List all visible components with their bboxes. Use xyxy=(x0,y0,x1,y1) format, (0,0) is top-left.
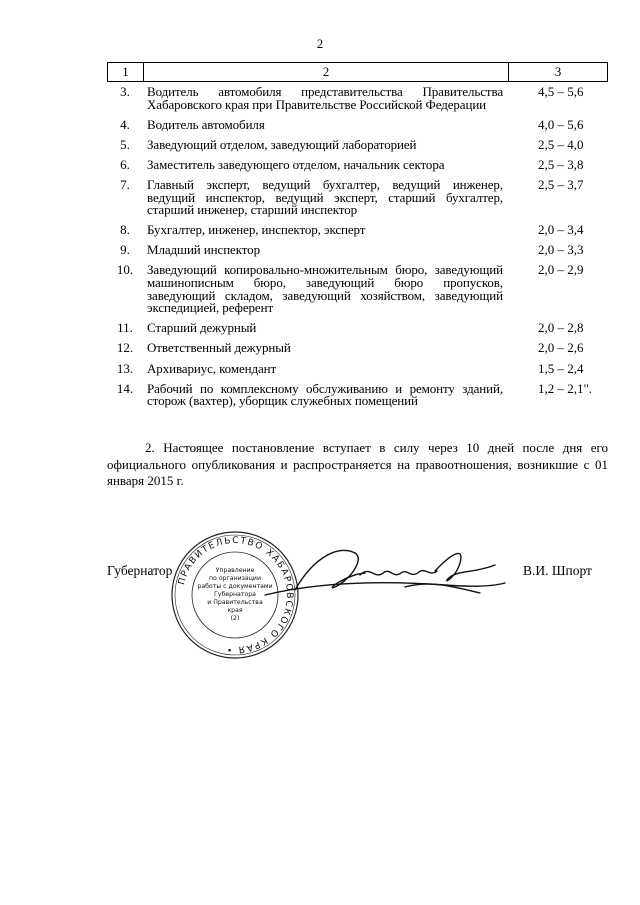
row-number: 5. xyxy=(120,136,130,152)
svg-text:работы с документами: работы с документами xyxy=(197,583,273,590)
table-header xyxy=(107,62,608,82)
svg-text:(2): (2) xyxy=(230,615,240,622)
table-row xyxy=(107,176,608,218)
row-number: 10. xyxy=(116,262,134,278)
row-number: 14. xyxy=(116,380,134,396)
signatory-name: В.И. Шпорт xyxy=(523,563,592,578)
table-row xyxy=(107,244,608,257)
svg-text:ПРАВИТЕЛЬСТВО ХАБАРОВСКОГО КРА: ПРАВИТЕЛЬСТВО ХАБАРОВСКОГО КРАЯ • xyxy=(176,535,295,655)
row-position: Водитель автомобиля xyxy=(147,116,265,132)
page-number: 2 xyxy=(316,36,324,51)
row-number: 3. xyxy=(120,84,130,99)
row-range: 2,5 – 3,7 xyxy=(538,176,584,192)
signatory-title: Губернатор xyxy=(107,563,173,578)
row-range: 1,5 – 2,4 xyxy=(538,360,584,376)
table-row xyxy=(107,322,608,335)
table-row xyxy=(107,224,608,237)
row-position: Заведующий отделом, заведующий лабораторией xyxy=(147,136,417,152)
row-number: 4. xyxy=(120,116,130,132)
row-range: 2,5 – 3,8 xyxy=(538,156,584,172)
row-position: Рабочий по комплексному обслуживанию и ремонту зданий, сторож (вахтер), уборщик служебных помещений xyxy=(147,380,503,409)
row-position: Заместитель заведующего отделом, начальник сектора xyxy=(147,156,445,172)
svg-text:по организации: по организации xyxy=(209,575,261,582)
row-range: 4,0 – 5,6 xyxy=(538,116,584,132)
row-range: 2,0 – 2,9 xyxy=(538,262,584,278)
table-row xyxy=(107,360,608,376)
effective-date-paragraph: 2. Настоящее постановление вступает в силу через 10 дней после дня его официального опубликования и распространяется на правоотношения, возникшие с 01 января 2015 г. xyxy=(107,440,608,488)
table-row xyxy=(107,116,608,132)
table-row xyxy=(107,342,608,355)
row-number: 7. xyxy=(120,176,130,192)
row-number: 12. xyxy=(116,340,134,356)
row-number: 8. xyxy=(120,222,130,238)
svg-text:и Правительства: и Правительства xyxy=(207,599,263,606)
svg-text:Управление: Управление xyxy=(215,567,255,574)
row-position: Старший дежурный xyxy=(147,320,257,336)
table-row xyxy=(107,156,608,172)
svg-text:Губернатора: Губернатора xyxy=(214,591,256,598)
table-row xyxy=(107,380,608,409)
row-number: 11. xyxy=(117,320,133,336)
row-position: Бухгалтер, инженер, инспектор, эксперт xyxy=(147,222,366,238)
handwritten-signature xyxy=(255,535,515,610)
header-col-1: 1 xyxy=(108,63,144,81)
table-body xyxy=(107,86,608,415)
table-row xyxy=(107,264,608,314)
row-range: 4,5 – 5,6 xyxy=(538,84,584,99)
row-number: 6. xyxy=(120,156,130,172)
row-position: Архивариус, комендант xyxy=(147,360,277,376)
row-range: 2,5 – 4,0 xyxy=(538,136,584,152)
row-position: Водитель автомобиля представительства Правительства Хабаровского края при Правительстве Российской Федерации xyxy=(147,84,503,112)
row-range: 2,0 – 3,3 xyxy=(538,242,584,258)
row-position: Ответственный дежурный xyxy=(147,340,291,356)
row-number: 9. xyxy=(120,242,130,258)
table-row xyxy=(107,136,608,152)
row-position: Главный эксперт, ведущий бухгалтер, ведущий инженер, ведущий инспектор, ведущий эксперт, старший бухгалтер, старший инженер, старший инспектор xyxy=(147,176,503,218)
row-position: Младший инспектор xyxy=(147,242,260,258)
row-range: 1,2 – 2,1". xyxy=(538,380,593,396)
row-position: Заведующий копировально-множительным бюро, заведующий машинописным бюро, заведующий бюро пропусков, заведующий складом, заведующий хозяйством, заведующий экспедицией, референт xyxy=(147,262,503,316)
svg-text:края: края xyxy=(227,607,243,614)
table-row xyxy=(107,86,608,111)
header-col-3: 3 xyxy=(554,64,562,79)
header-col-2: 2 xyxy=(144,63,509,81)
row-range: 2,0 – 2,8 xyxy=(538,320,584,336)
row-number: 13. xyxy=(116,360,134,376)
row-range: 2,0 – 2,6 xyxy=(538,340,584,356)
row-range: 2,0 – 3,4 xyxy=(538,222,584,238)
